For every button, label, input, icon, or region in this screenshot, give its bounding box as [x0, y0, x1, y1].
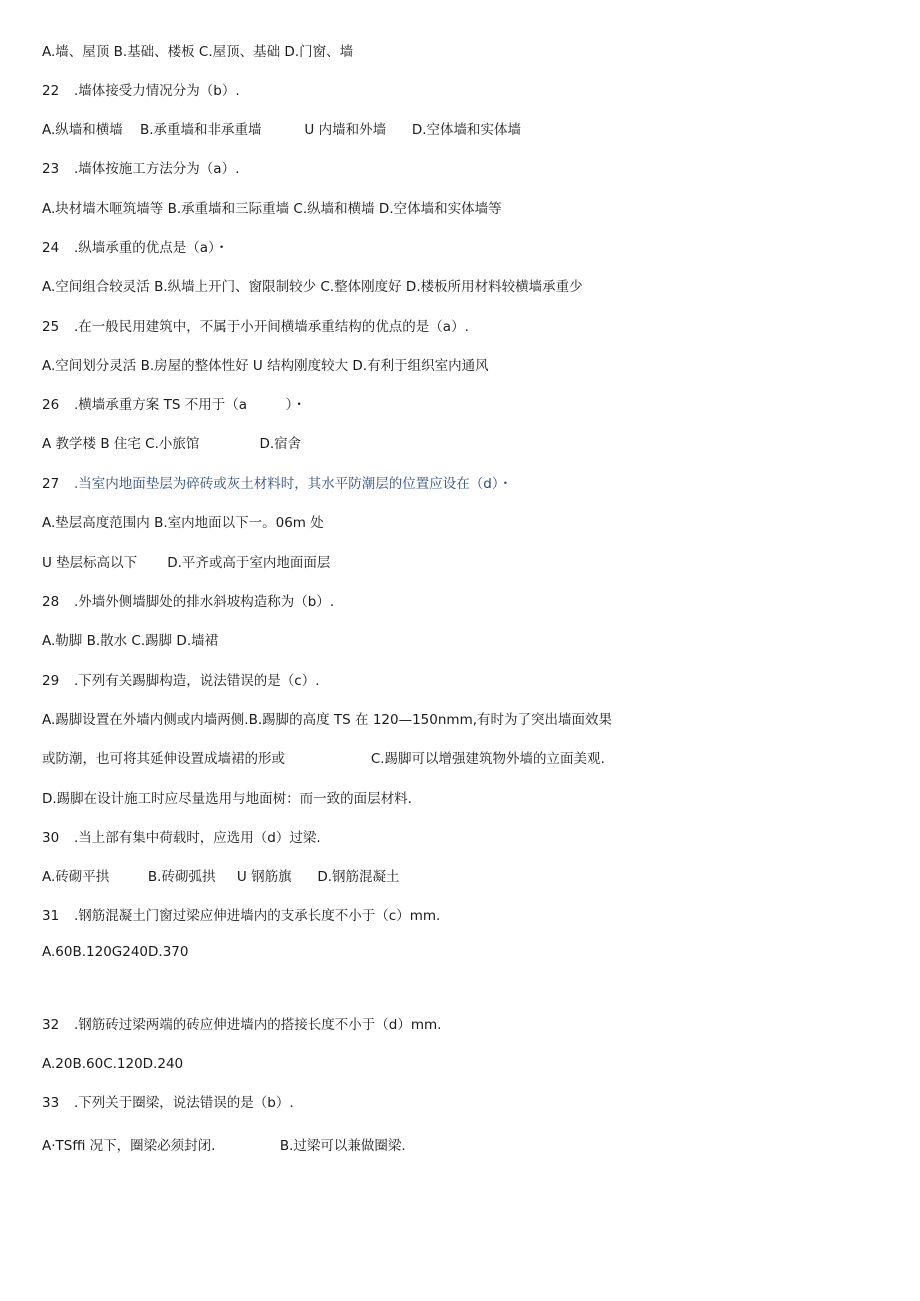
- option-line: A 教学楼 B 住宅 C.小旅馆 D.宿舍: [42, 436, 302, 452]
- option-line: A.纵墙和横墙 B.承重墙和非承重墙 U 内墙和外墙 D.空体墙和实体墙: [42, 122, 522, 138]
- option-line: A.60B.120G240D.370: [42, 944, 189, 960]
- question-30: [42, 829, 321, 847]
- option-line: A·TSffi 况下，圈梁必须封闭. B.过梁可以兼做圈梁.: [42, 1138, 406, 1154]
- question-27: [42, 475, 512, 493]
- question-32: [42, 1016, 441, 1034]
- question-text: .钢筋砖过梁两端的砖应伸进墙内的搭接长度不小于（d）mm.: [74, 1017, 442, 1033]
- option-line: A.空间组合较灵活 B.纵墙上开门、窗限制较少 C.整体刚度好 D.楼板所用材料较横墙承重少: [42, 279, 583, 295]
- question-number: 32: [42, 1017, 60, 1033]
- option-line: A.空间划分灵活 B.房屋的整体性好 U 结构刚度较大 D.有利于组织室内通风: [42, 358, 489, 374]
- question-number: 29: [42, 673, 60, 689]
- question-text: .当室内地面垫层为碎砖或灰土材料时，其水平防潮层的位置应设在（d）・: [74, 476, 513, 492]
- option-line: U 垫层标高以下 D.平齐或高于室内地面面层: [42, 555, 331, 571]
- question-number: 25: [42, 319, 60, 335]
- option-line: A.踢脚设置在外墙内侧或内墙两侧.B.踢脚的高度 TS 在 120—150nmm,有时为了突出墙面效果: [42, 712, 613, 728]
- option-line: A.墙、屋顶 B.基础、楼板 C.屋顶、基础 D.门窗、墙: [42, 44, 354, 60]
- question-text: .在一般民用建筑中，不属于小开间横墙承重结构的优点的是（a）.: [74, 319, 469, 335]
- question-31: [42, 907, 440, 925]
- question-28: [42, 593, 334, 611]
- option-line: D.踢脚在设计施工时应尽量选用与地面树：而一致的面层材料.: [42, 791, 412, 807]
- question-22: [42, 82, 240, 100]
- question-33: [42, 1094, 294, 1112]
- question-number: 22: [42, 83, 60, 99]
- question-number: 24: [42, 240, 60, 256]
- question-number: 28: [42, 594, 60, 610]
- question-26: [42, 396, 306, 414]
- question-number: 31: [42, 908, 60, 924]
- question-text: .外墙外侧墙脚处的排水斜坡构造称为（b）.: [74, 594, 335, 610]
- question-number: 27: [42, 476, 60, 492]
- option-line: 或防潮，也可将其延伸设置成墙裙的形或 C.踢脚可以增强建筑物外墙的立面美观.: [42, 751, 605, 767]
- question-text: .墙体按施工方法分为（a）.: [74, 161, 240, 177]
- question-text: .下列有关踢脚构造，说法错误的是（c）.: [74, 673, 320, 689]
- question-text: .纵墙承重的优点是（a）・: [74, 240, 229, 256]
- option-line: A.20B.60C.120D.240: [42, 1056, 184, 1072]
- question-24: [42, 239, 228, 257]
- question-text: .当上部有集中荷载时，应选用（d）过梁.: [74, 830, 321, 846]
- question-text: .横墙承重方案 TS 不用于（a ）・: [74, 397, 306, 413]
- option-line: A.块材墙木咂筑墙等 B.承重墙和三际重墙 C.纵墙和横墙 D.空体墙和实体墙等: [42, 201, 502, 217]
- option-line: A.垫层高度范围内 B.室内地面以下一。06m 处: [42, 515, 324, 531]
- question-number: 23: [42, 161, 60, 177]
- question-text: .墙体接受力情况分为（b）.: [74, 83, 240, 99]
- question-25: [42, 318, 469, 336]
- question-number: 33: [42, 1095, 60, 1111]
- question-29: [42, 672, 320, 690]
- question-number: 26: [42, 397, 60, 413]
- question-text: .下列关于圈梁，说法错误的是（b）.: [74, 1095, 294, 1111]
- option-line: A.砖砌平拱 B.砖砌弧拱 U 钢筋旗 D.钢筋混凝土: [42, 869, 400, 885]
- question-text: .钢筋混凝土门窗过梁应伸进墙内的支承长度不小于（c）mm.: [74, 908, 441, 924]
- question-number: 30: [42, 830, 60, 846]
- question-23: [42, 160, 239, 178]
- option-line: A.勒脚 B.散水 C.踢脚 D.墙裙: [42, 633, 219, 649]
